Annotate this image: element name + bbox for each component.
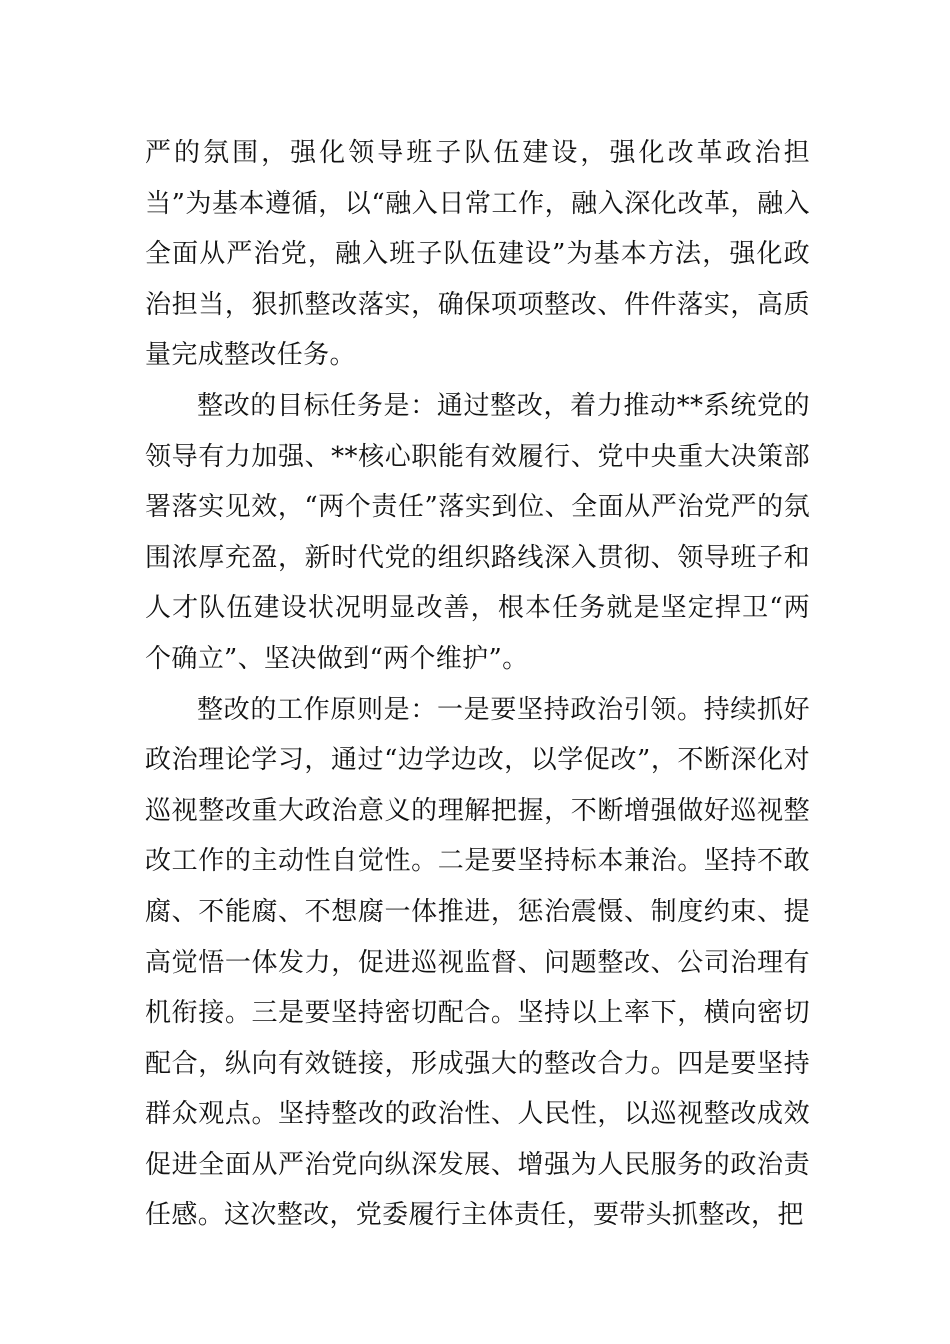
paragraph-work-principles: 整改的工作原则是：一是要坚持政治引领。持续抓好政治理论学习，通过“边学边改，以学促改”，不断深化对巡视整改重大政治意义的理解把握，不断增强做好巡视整改工作的主动性自觉性。二是要坚持标本兼治。坚持不敢腐、不能腐、不想腐一体推进，惩治震慑、制度约束、提高觉悟一体发力，促进巡视监督、问题整改、公司治理有机衔接。三是要坚持密切配合。坚持以上率下，横向密切配合，纵向有效链接，形成强大的整改合力。四是要坚持群众观点。坚持整改的政治性、人民性，以巡视整改成效促进全面从严治党向纵深发展、增强为人民服务的政治责任感。这次整改，党委履行主体责任，要带头抓整改，把 <box>145 694 810 1231</box>
body-text <box>145 128 810 1241</box>
paragraph-continuation: 严的氛围，强化领导班子队伍建设，强化改革政治担当”为基本遵循，以“融入日常工作，融入深化改革，融入全面从严治党，融入班子队伍建设”为基本方法，强化政治担当，狠抓整改落实，确保项项整改、件件落实，高质量完成整改任务。 <box>145 138 810 371</box>
paragraph-target-tasks: 整改的目标任务是：通过整改，着力推动**系统党的领导有力加强、**核心职能有效履行、党中央重大决策部署落实见效，“两个责任”落实到位、全面从严治党严的氛围浓厚充盈，新时代党的组织路线深入贯彻、领导班子和人才队伍建设状况明显改善，根本任务就是坚定捍卫“两个确立”、坚决做到“两个维护”。 <box>145 390 810 674</box>
